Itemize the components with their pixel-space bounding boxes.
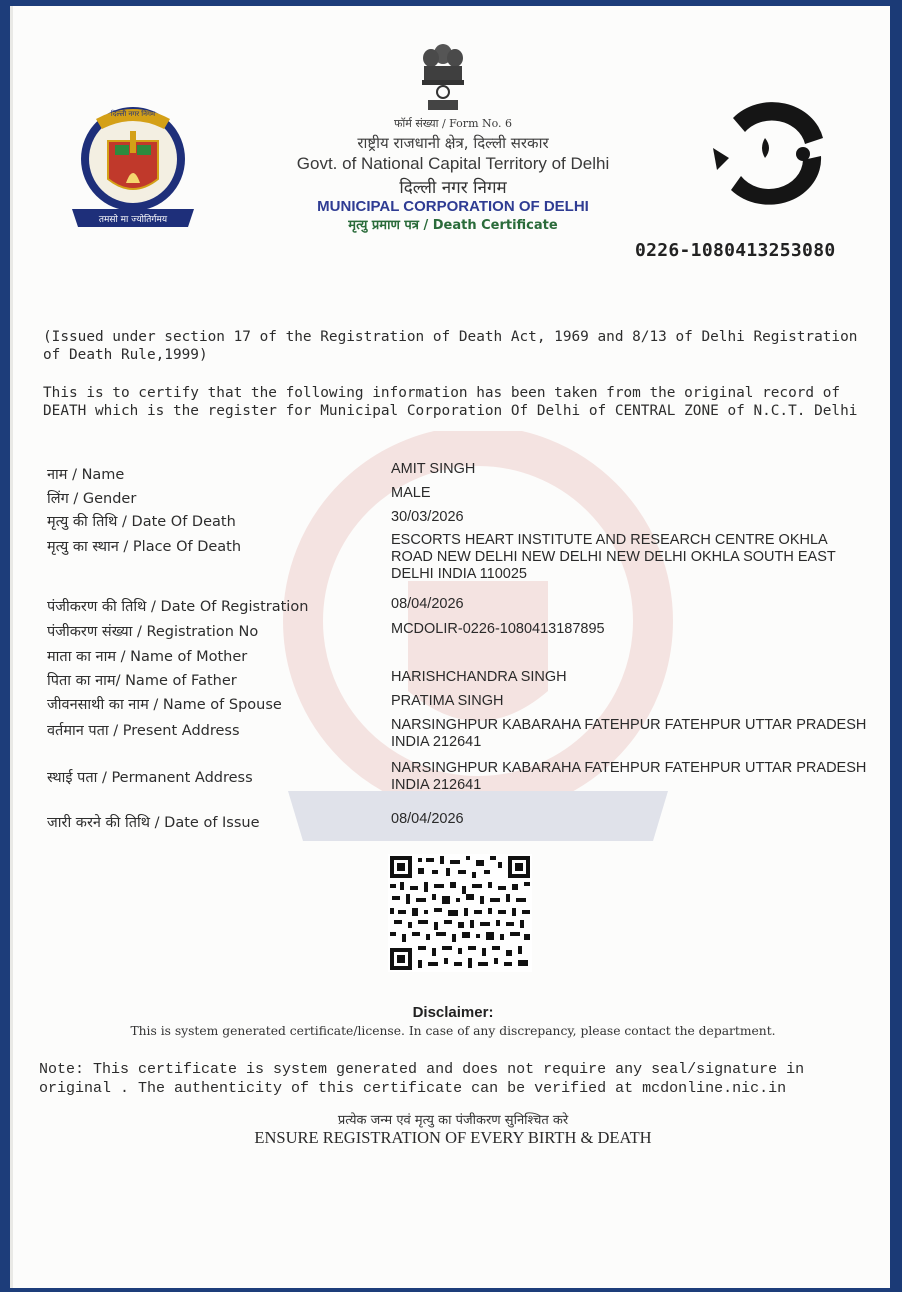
mother-label: माता का नाम / Name of Mother — [47, 649, 248, 665]
logo-top-text: दिल्ली नगर निगम — [110, 110, 156, 118]
form-number: फॉर्म संख्या / Form No. 6 — [393, 117, 513, 130]
hindi-mcd-title: दिल्ली नगर निगम — [399, 178, 507, 198]
date-of-death-label: मृत्यु की तिथि / Date Of Death — [47, 514, 236, 530]
place-of-death-label: मृत्यु का स्थान / Place Of Death — [47, 539, 242, 555]
issued-under-paragraph: (Issued under section 17 of the Registration of Death Act, 1969 and 8/13 of Delhi Registration of Death Rule,1999) — [43, 329, 858, 363]
date-of-registration-label: पंजीकरण की तिथि / Date Of Registration — [47, 599, 309, 615]
name-label: नाम / Name — [47, 467, 125, 483]
ensure-registration-english: ENSURE REGISTRATION OF EVERY BIRTH & DEATH — [254, 1128, 652, 1147]
registration-no-label: पंजीकरण संख्या / Registration No — [47, 624, 259, 640]
certificate-number: 0226-1080413253080 — [635, 240, 836, 261]
present-address-value: NARSINGHPUR KABARAHA FATEHPUR FATEHPUR UTTAR PRADESH INDIA 212641 — [391, 717, 867, 750]
verification-note: Note: This certificate is system generated and does not require any seal/signature in original . The authenticity of this certificate can be verified at mcdonline.nic.in — [39, 1061, 805, 1097]
date-of-registration-value: 08/04/2026 — [391, 596, 464, 612]
father-value: HARISHCHANDRA SINGH — [391, 669, 567, 685]
page-edge-border — [890, 0, 902, 1292]
permanent-address-value: NARSINGHPUR KABARAHA FATEHPUR FATEHPUR UTTAR PRADESH INDIA 212641 — [391, 760, 867, 793]
logo-motto: तमसो मा ज्योतिर्गमय — [98, 215, 168, 225]
certify-paragraph: This is to certify that the following information has been taken from the original record of DEATH which is the register for Municipal Corporation Of Delhi of CENTRAL ZONE of N.C.T. Delhi — [43, 385, 858, 419]
date-of-death-value: 30/03/2026 — [391, 509, 464, 525]
disclaimer-title: Disclaimer: — [412, 1004, 494, 1021]
hindi-government-title: राष्ट्रीय राजधानी क्षेत्र, दिल्ली सरकार — [357, 134, 549, 152]
registration-no-value: MCDOLIR-0226-1080413187895 — [391, 621, 605, 637]
certificate-sheet — [10, 6, 893, 1288]
mcd-logo-icon — [68, 101, 198, 236]
header-block — [263, 116, 643, 233]
place-of-death-value: ESCORTS HEART INSTITUTE AND RESEARCH CENTRE OKHLA ROAD NEW DELHI NEW DELHI NEW DELHI OKHLA SOUTH EAST DELHI INDIA 110025 — [391, 532, 836, 582]
gender-value: MALE — [391, 485, 431, 501]
name-value: AMIT SINGH — [391, 461, 476, 477]
present-address-label: वर्तमान पता / Present Address — [47, 723, 240, 739]
national-emblem-icon — [418, 40, 468, 115]
father-label: पिता का नाम/ Name of Father — [47, 673, 237, 689]
spouse-label: जीवनसाथी का नाम / Name of Spouse — [47, 697, 282, 713]
certificate-title: मृत्यु प्रमाण पत्र / Death Certificate — [348, 218, 558, 233]
permanent-address-label: स्थाई पता / Permanent Address — [47, 770, 253, 786]
spouse-value: PRATIMA SINGH — [391, 693, 504, 709]
mcd-title: MUNICIPAL CORPORATION OF DELHI — [317, 198, 589, 215]
government-title: Govt. of National Capital Territory of Delhi — [296, 154, 610, 173]
ensure-registration-hindi: प्रत्येक जन्म एवं मृत्यु का पंजीकरण सुनिश्चित करे — [337, 1113, 569, 1128]
qr-code-icon[interactable] — [388, 854, 532, 972]
right-logo-icon — [703, 98, 838, 206]
date-of-issue-value: 08/04/2026 — [391, 811, 464, 827]
disclaimer-text: This is system generated certificate/license. In case of any discrepancy, please contact the department. — [130, 1024, 776, 1038]
gender-label: लिंग / Gender — [47, 491, 137, 507]
date-of-issue-label: जारी करने की तिथि / Date of Issue — [47, 815, 260, 831]
